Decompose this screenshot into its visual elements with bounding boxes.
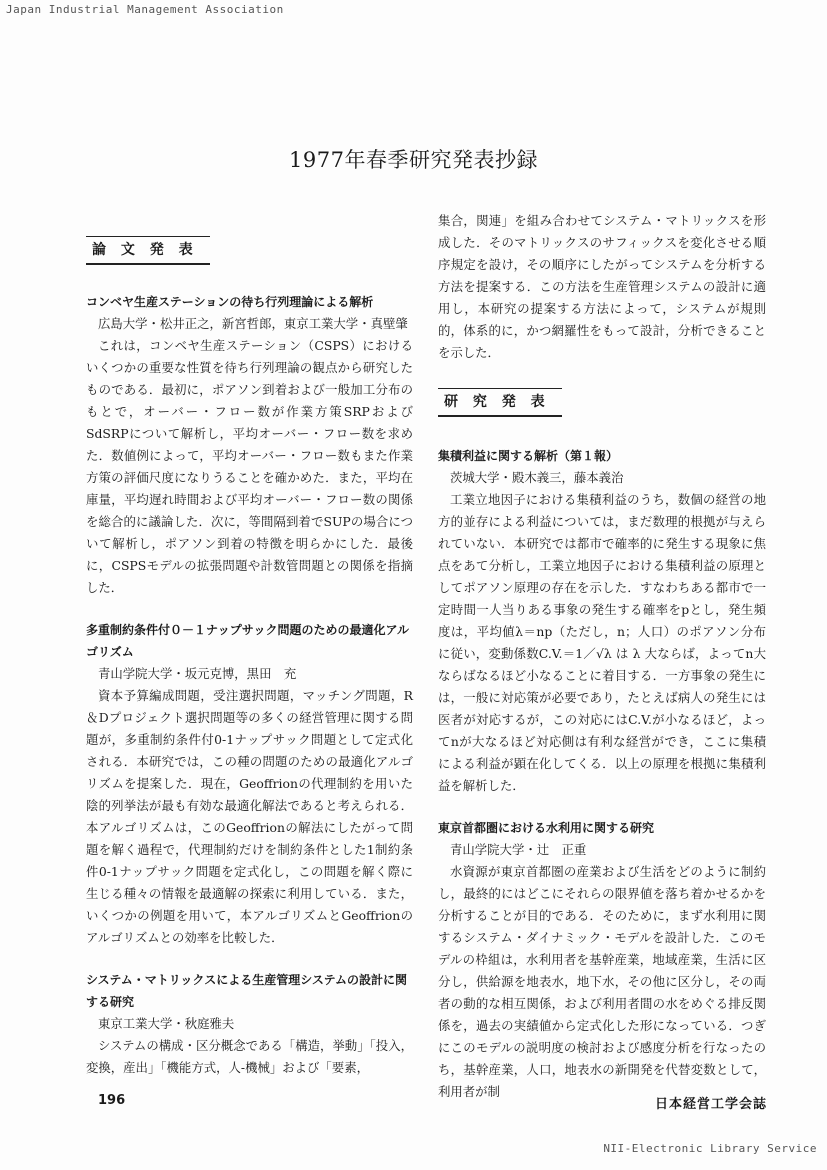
article-continuation: 集合，関連」を組み合わせてシステム・マトリックスを形成した．そのマトリックスのサフィックスを変化させる順序規定を設け，その順序にしたがってシステムを分析する方法を提案する．この方法を生産管理システムの設計に適用し，本研究の提案する方法によって，システムが規則的，体系的に，かつ網羅性をもって設計，分析できることを示した．	[438, 213, 766, 360]
library-service-footer: NII-Electronic Library Service	[603, 1142, 817, 1155]
article-abstract: 工業立地因子における集積利益のうち，数個の経営の地方的並存による利益については，まだ数理的根拠が与えられていない．本研究では都市で確率的に発生する現象に焦点をあて分析し，工業立地因子における集積利益の原理としてポアソン原理の存在を示した．すなわちある都市で一定時間一人当りある事象の発生する確率をpとし，発生頻度は，平均値λ＝np（ただし，n；人口）のポアソン分布に従い，変動係数C.V.＝1／√λ は λ 大ならば，よってn大ならばなるほど小なることに着目する．一方事象の発生には，一般に対応策が必要であり，たとえば病人の発生には医者が対応するが，この対応にはC.V.が小なるほど，よってnが大なるほど対応側は有利な経営ができ，ここに集積による利益が顕在化してくる．以上の原理を根拠に集積利益を解析した．	[438, 492, 766, 793]
article-title: システム・マトリックスによる生産管理システムの設計に関する研究	[86, 973, 408, 1009]
article-3	[86, 969, 413, 1079]
section-heading-research: 研 究 発 表	[438, 388, 562, 417]
article-title: コンベヤ生産ステーションの待ち行列理論による解析	[86, 295, 374, 309]
article-1	[86, 291, 413, 599]
article-title: 多重制約条件付０－１ナップサック問題のための最適化アルゴリズム	[86, 623, 410, 659]
article-4	[438, 445, 766, 797]
article-abstract: システムの構成・区分概念である「構造，挙動」「投入，変換，産出」「機能方式，人-機械」および「要素，	[86, 1038, 413, 1075]
journal-name: 日本経営工学会誌	[654, 1097, 767, 1112]
section-heading-papers: 論 文 発 表	[86, 236, 210, 265]
article-abstract: これは，コンベヤ生産ステーション（CSPS）におけるいくつかの重要な性質を待ち行列理論の観点から研究したものである．最初に，ポアソン到着および一般加工分布のもとで，オーバー・フロー数が作業方策SRPおよびSdSRPについて解析し，平均オーバー・フロー数を求めた．数値例によって，平均オーバー・フロー数もまた作業方策の評価尺度になりうることを確かめた．また，平均在庫量，平均遅れ時間および平均オーバー・フロー数の関係を総合的に議論した．次に，等間隔到着でSUPの場合について解析し，ポアソン到着の特徴を明らかにした．最後に，CSPSモデルの拡張問題や計数管問題との関係を指摘した．	[86, 338, 413, 595]
article-authors: 青山学院大学・辻 正重	[450, 842, 587, 857]
article-2	[86, 619, 413, 949]
article-title: 集積利益に関する解析（第１報）	[438, 449, 619, 463]
article-authors: 広島大学・松井正之，新宮哲郎，東京工業大学・真壁肇	[98, 316, 408, 331]
article-authors: 茨城大学・殿木義三，藤本義治	[450, 470, 624, 485]
article-5	[438, 817, 766, 1103]
right-column	[438, 210, 766, 1103]
page-number: 196	[98, 1093, 126, 1108]
page-title: 1977年春季研究発表抄録	[289, 148, 538, 172]
article-title: 東京首都圏における水利用に関する研究	[438, 821, 655, 835]
article-authors: 東京工業大学・秋庭雅夫	[98, 1016, 235, 1031]
article-authors: 青山学院大学・坂元克博，黒田 充	[98, 666, 297, 681]
article-abstract: 水資源が東京首都圏の産業および生活をどのように制約し，最終的にはどこにそれらの限界値を落ち着かせるかを分析することが目的である．そのために，まず水利用に関するシステム・ダイナミック・モデルを設計した．このモデルの枠組は，水利用者を基幹産業，地域産業，生活に区分し，供給源を地表水，地下水，その他に区分し，その両者の動的な相互関係，および利用者間の水をめぐる排反関係を，過去の実績値から定式化した形になっている．つぎにこのモデルの説明度の検討および感度分析を行なったのち，基幹産業，人口，地表水の新開発を代替変数として，利用者が制	[438, 864, 766, 1099]
left-column	[86, 218, 413, 1079]
association-header: Japan Industrial Management Association	[6, 3, 284, 16]
article-abstract: 資本予算編成問題，受注選択問題，マッチング問題，R＆Dプロジェクト選択問題等の多くの経営管理に関する問題が，多重制約条件付0-1ナップサック問題として定式化される．本研究では，この種の問題のための最適化アルゴリズムを提案した．現在，Geoffrionの代理制約を用いた陰的列挙法が最も有効な最適化解法であると考えられる．本アルゴリズムは，このGeoffrionの解法にしたがって問題を解く過程で，代理制約だけを制約条件とした1制約条件0-1ナップサック問題を定式化し，この問題を解く際に生じる種々の情報を最適解の探索に利用している．また，いくつかの例題を用いて，本アルゴリズムとGeoffrionのアルゴリズムとの効率を比較した．	[86, 688, 413, 945]
